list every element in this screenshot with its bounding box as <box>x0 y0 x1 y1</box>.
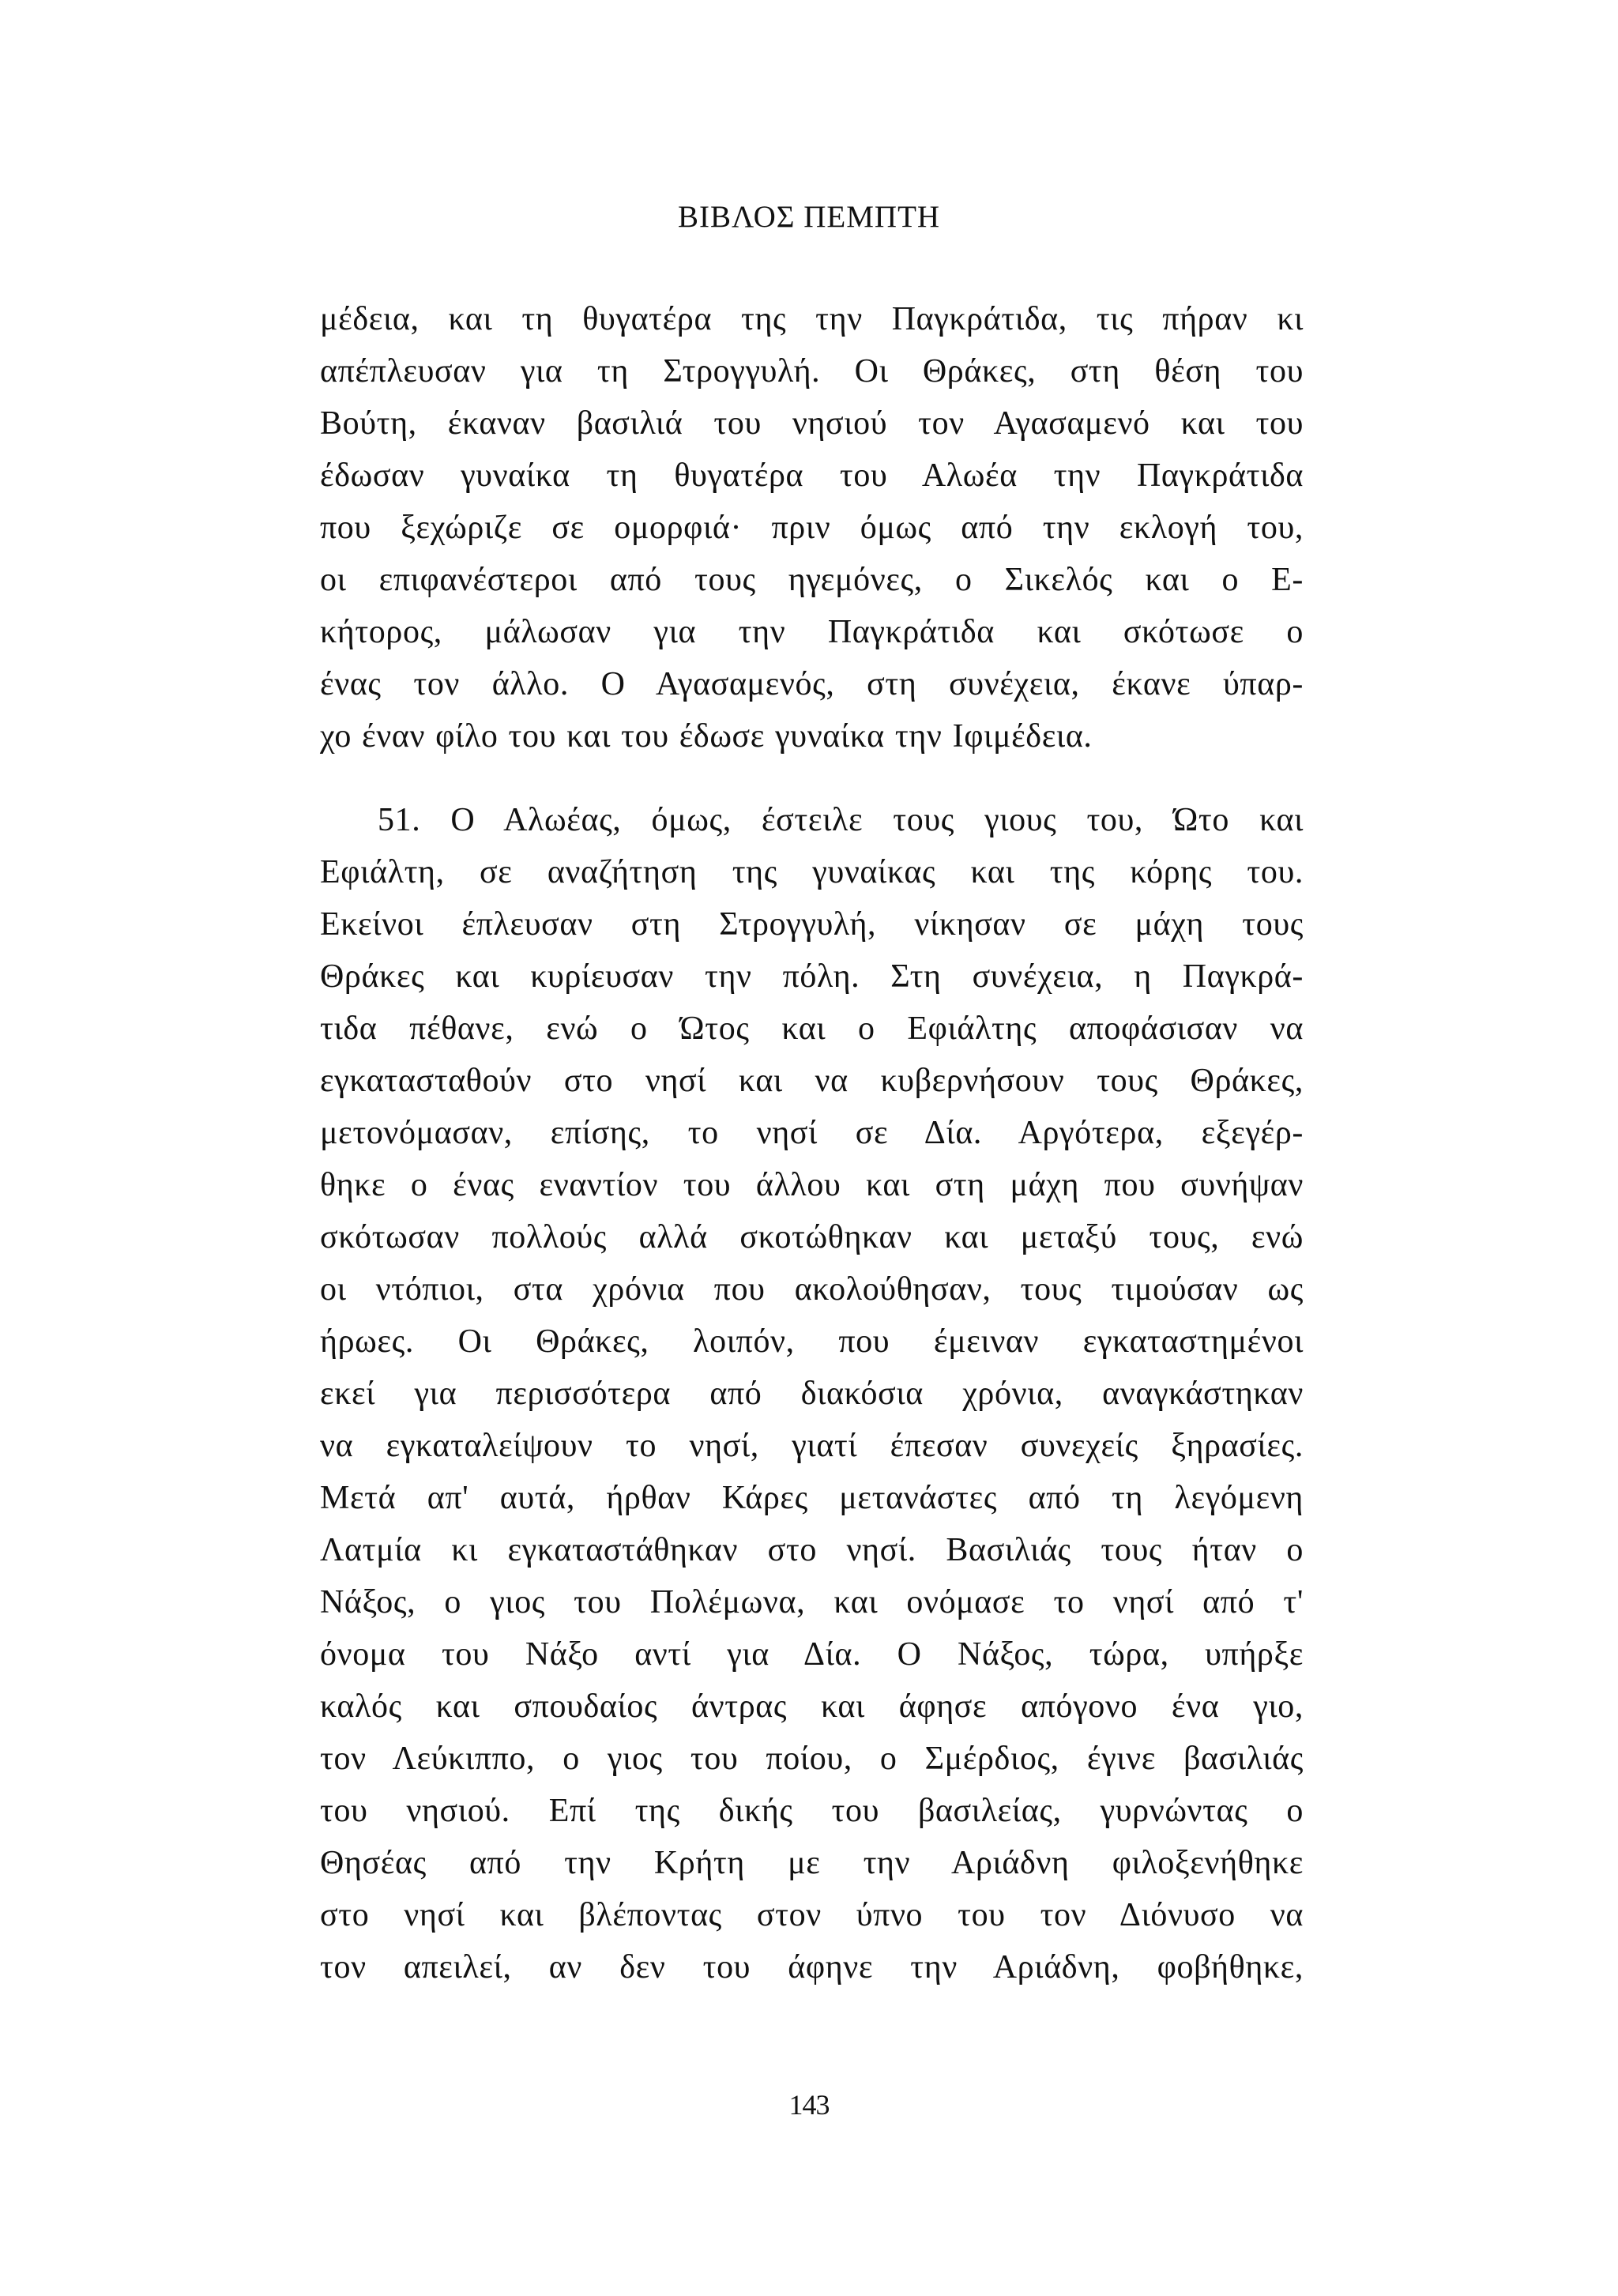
text-line: οι ντόπιοι, στα χρόνια που ακολούθησαν, τους τιμούσαν ως <box>320 1271 1304 1308</box>
text-line: σκότωσαν πολλούς αλλά σκοτώθηκαν και μεταξύ τους, ενώ <box>320 1219 1304 1255</box>
text-line: χο έναν φίλο του και του έδωσε γυναίκα την Ιφιμέδεια. <box>320 718 1093 755</box>
paragraph-section-51 <box>320 794 1304 1993</box>
text-line: καλός και σπουδαίος άντρας και άφησε απόγονο ένα γιο, <box>320 1688 1304 1725</box>
text-line: 51. Ο Αλωέας, όμως, έστειλε τους γιους του, Ώτο και <box>378 802 1304 838</box>
text-line: να εγκαταλείψουν το νησί, γιατί έπεσαν συνεχείς ξηρασίες. <box>320 1428 1304 1464</box>
paragraph-continued <box>320 293 1304 762</box>
text-line: στο νησί και βλέποντας στον ύπνο του τον Διόνυσο να <box>320 1897 1304 1933</box>
text-line: Μετά απ' αυτά, ήρθαν Κάρες μετανάστες από τη λεγόμενη <box>320 1480 1304 1516</box>
text-line: Θράκες και κυρίευσαν την πόλη. Στη συνέχεια, η Παγκρά- <box>320 958 1304 995</box>
text-line: οι επιφανέστεροι από τους ηγεμόνες, ο Σικελός και ο Ε- <box>320 562 1304 598</box>
text-line: όνομα του Νάξο αντί για Δία. Ο Νάξος, τώρα, υπήρξε <box>320 1636 1304 1673</box>
text-line: μέδεια, και τη θυγατέρα της την Παγκράτιδα, τις πήραν κι <box>320 301 1304 337</box>
text-line: έδωσαν γυναίκα τη θυγατέρα του Αλωέα την Παγκράτιδα <box>320 457 1304 494</box>
text-line: που ξεχώριζε σε ομορφιά· πριν όμως από την εκλογή του, <box>320 510 1304 546</box>
text-line: Εφιάλτη, σε αναζήτηση της γυναίκας και της κόρης του. <box>320 854 1304 890</box>
text-line: τον Λεύκιππο, ο γιος του ποίου, ο Σμέρδιος, έγινε βασιλιάς <box>320 1741 1304 1777</box>
text-line: Βούτη, έκαναν βασιλιά του νησιού τον Αγασαμενό και του <box>320 405 1304 442</box>
text-line: απέπλευσαν για τη Στρογγυλή. Οι Θράκες, στη θέση του <box>320 353 1304 390</box>
text-line: Εκείνοι έπλευσαν στη Στρογγυλή, νίκησαν σε μάχη τους <box>320 906 1304 943</box>
text-line: του νησιού. Επί της δικής του βασιλείας, γυρνώντας ο <box>320 1793 1304 1829</box>
text-line: ένας τον άλλο. Ο Αγασαμενός, στη συνέχεια, έκανε ύπαρ- <box>320 666 1304 702</box>
page-number: 143 <box>788 2089 830 2121</box>
text-line: μετονόμασαν, επίσης, το νησί σε Δία. Αργότερα, εξεγέρ- <box>320 1115 1304 1151</box>
text-line: τον απειλεί, αν δεν του άφηνε την Αριάδνη, φοβήθηκε, <box>320 1949 1304 1985</box>
text-line: θηκε ο ένας εναντίον του άλλου και στη μάχη που συνήψαν <box>320 1167 1304 1203</box>
text-line: κήτορος, μάλωσαν για την Παγκράτιδα και σκότωσε ο <box>320 614 1304 650</box>
text-line: Λατμία κι εγκαταστάθηκαν στο νησί. Βασιλιάς τους ήταν ο <box>320 1532 1304 1568</box>
text-line: ήρωες. Οι Θράκες, λοιπόν, που έμειναν εγκαταστημένοι <box>320 1323 1304 1360</box>
running-head: ΒΙΒΛΟΣ ΠΕΜΠΤΗ <box>677 200 941 234</box>
text-line: τιδα πέθανε, ενώ ο Ώτος και ο Εφιάλτης αποφάσισαν να <box>320 1011 1304 1047</box>
text-line: εγκατασταθούν στο νησί και να κυβερνήσουν τους Θράκες, <box>320 1063 1304 1099</box>
text-line: Νάξος, ο γιος του Πολέμωνα, και ονόμασε το νησί από τ' <box>320 1584 1304 1620</box>
text-line: εκεί για περισσότερα από διακόσια χρόνια, αναγκάστηκαν <box>320 1376 1304 1412</box>
text-line: Θησέας από την Κρήτη με την Αριάδνη φιλοξενήθηκε <box>320 1845 1304 1881</box>
